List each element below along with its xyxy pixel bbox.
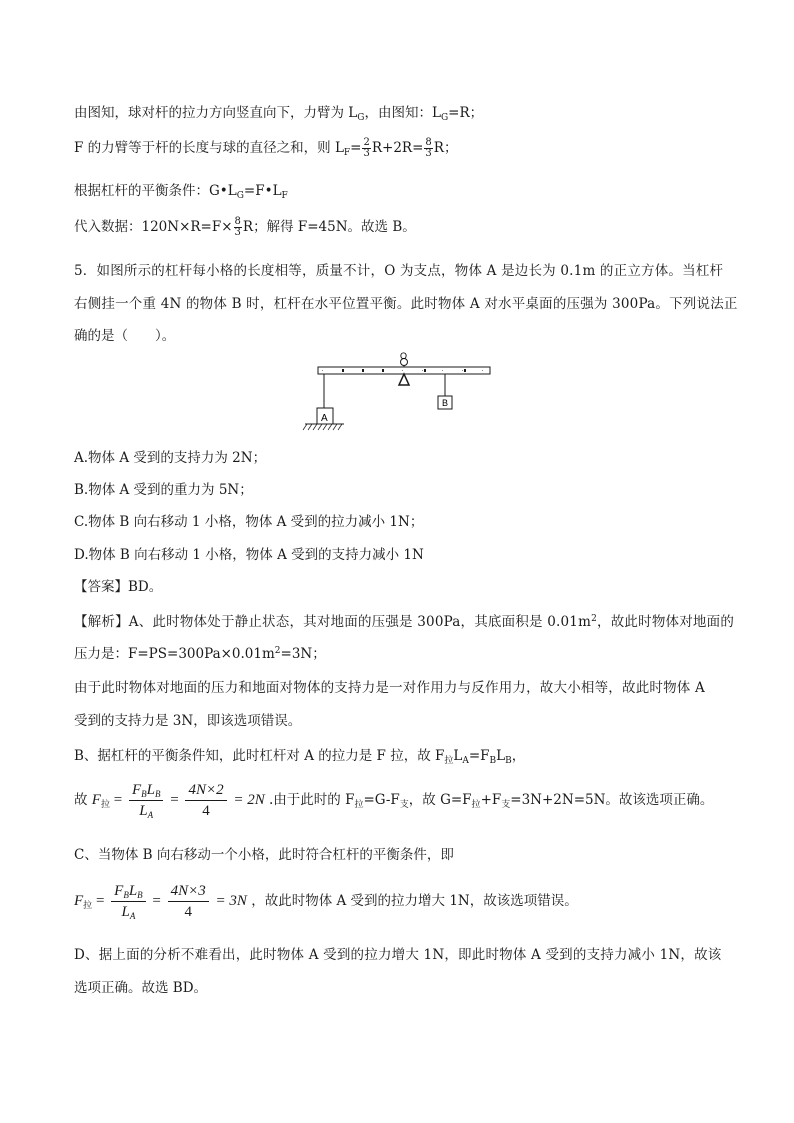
analysis-line-5: B、据杠杆的平衡条件知，此时杠杆对 A 的拉力是 F 拉，故 $F_拉L_A=F_BL_B$，: [74, 748, 526, 766]
analysis-line-2: 压力是：$F=PS=300Pa\times 0.01m^2=3N$；: [74, 646, 326, 662]
option-d: D.物体 B 向右移动 1 小格，物体 A 受到的支持力减小 1N: [74, 547, 424, 563]
analysis-line-10: 选项正确。故选 BD。: [74, 980, 208, 996]
analysis-line-3: 由于此时物体对地面的压力和地面对物体的支持力是一对作用力与反作用力，故大小相等，故此时物体 A: [74, 680, 705, 696]
solution-line-2: F 的力臂等于杆的长度与球的直径之和，则 $L_F=$ $\frac{2}{3}$ R+2R= $\frac{8}{3}$ R；: [74, 137, 458, 159]
fulcrum-triangle: [399, 374, 409, 385]
formula-pull-force-2: $F_拉$ = $\frac{F_BL_B}{L_A}$ = $\frac{4N\times 3}{4}$ = 3N: [74, 883, 247, 921]
fraction-eight-thirds: $\frac{8}{3}$: [425, 137, 432, 159]
label-B: B: [442, 398, 449, 408]
answer-line: 【答案】BD。: [74, 579, 163, 595]
tick-marks: [342, 369, 466, 372]
question-5-line-3: 确的是（ ）。: [74, 328, 176, 344]
question-5-line-1: 5．如图所示的杠杆每小格的长度相等，质量不计，O 为支点，物体 A 是边长为 0.1m 的正立方体。当杠杆: [74, 263, 724, 279]
solution-line-3: 根据杠杆的平衡条件：$G•L_G=F•L_F$: [74, 183, 288, 201]
analysis-line-9: D、据上面的分析不难看出，此时物体 A 受到的拉力增大 1N，即此时物体 A 受到的支持力减小 1N，故该: [74, 947, 722, 963]
fraction-eight-thirds-2: $\frac{8}{3}$: [234, 216, 241, 238]
ground-hatching: [303, 424, 342, 430]
formula-pull-force-1: $F_拉$ = $\frac{F_BL_B}{L_A}$ = $\frac{4N\times 2}{4}$ = 2N: [91, 782, 265, 820]
analysis-equation-1: 故 $F_拉$ = $\frac{F_BL_B}{L_A}$ = $\frac{4N\times 2}{4}$ = 2N .由于此时的 $F_拉=G-F_支$，故 $G=F_拉+F_支=3N+2N=5N$。故该选项正确。: [74, 782, 714, 820]
analysis-equation-2: $F_拉$ = $\frac{F_BL_B}{L_A}$ = $\frac{4N\times 3}{4}$ = 3N ，故此时物体 A 受到的拉力增大 1N，故该选项错误。: [74, 883, 578, 921]
analysis-line-1: 【解析】A、此时物体处于静止状态，其对地面的压强是 300Pa，其底面积是 $0.01m^2$，故此时物体对地面的: [74, 614, 735, 630]
option-b: B.物体 A 受到的重力为 5N；: [74, 482, 253, 498]
label-O: O: [400, 352, 408, 361]
question-5-line-2: 右侧挂一个重 4N 的物体 B 时，杠杆在水平位置平衡。此时物体 A 对水平桌面的压强为 300Pa。下列说法正: [74, 296, 738, 312]
analysis-line-7: C、当物体 B 向右移动一个小格，此时符合杠杆的平衡条件，即: [74, 847, 454, 863]
solution-line-1: 由图知，球对杆的拉力方向竖直向下，力臂为 $L_G$，由图知：$L_G=R$；: [74, 105, 484, 123]
label-A: A: [321, 413, 328, 424]
analysis-line-4: 受到的支持力是 3N，即该选项错误。: [74, 713, 302, 729]
solution-line-4: 代入数据：120N×R=F× $\frac{8}{3}$ R；解得 F=45N。故选 B。: [74, 216, 416, 238]
option-a: A.物体 A 受到的支持力为 2N；: [74, 450, 267, 466]
lever-diagram: [300, 352, 500, 442]
option-c: C.物体 B 向右移动 1 小格，物体 A 受到的拉力减小 1N；: [74, 514, 424, 530]
fraction-two-thirds: $\frac{2}{3}$: [363, 137, 370, 159]
